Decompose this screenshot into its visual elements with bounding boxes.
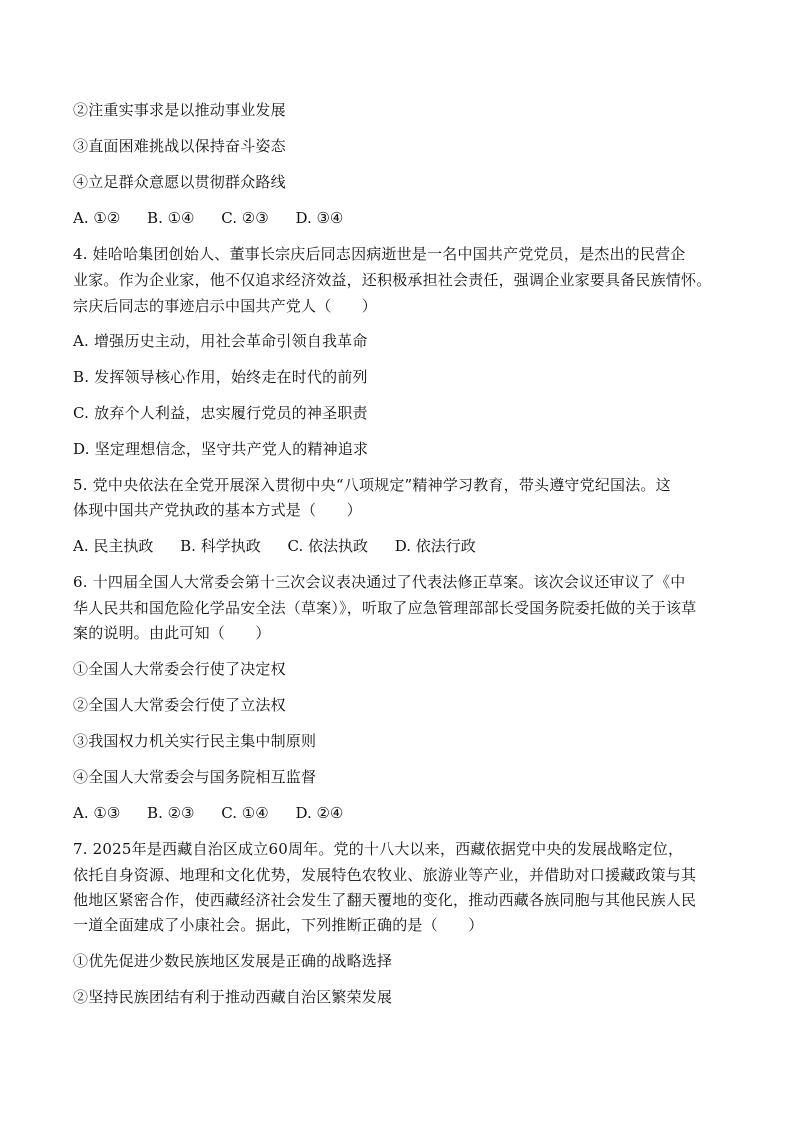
q6-option-d[interactable]: D. ②④: [295, 804, 344, 822]
q3-option-d[interactable]: D. ③④: [295, 209, 344, 227]
q6-option-a[interactable]: A. ①③: [73, 804, 121, 822]
q4-stem-line-2: 业家。作为企业家，他不仅追求经济效益，还积极承担社会责任，强调企业家要具备民族情怀。: [73, 271, 712, 289]
q6-statement-4: ④全国人大常委会与国务院相互监督: [73, 768, 317, 786]
q7-statement-2: ②坚持民族团结有利于推动西藏自治区繁荣发展: [73, 988, 393, 1006]
q4-option-a[interactable]: A. 增强历史主动，用社会革命引领自我革命: [73, 332, 368, 350]
q4-option-c[interactable]: C. 放弃个人利益，忠实履行党员的神圣职责: [73, 404, 368, 422]
q5-option-d[interactable]: D. 依法行政: [394, 537, 476, 555]
q5-option-c[interactable]: C. 依法执政: [287, 537, 368, 555]
q6-statement-1: ①全国人大常委会行使了决定权: [73, 660, 286, 678]
q3-options: [73, 208, 365, 228]
q4-option-b[interactable]: B. 发挥领导核心作用，始终走在时代的前列: [73, 368, 368, 386]
q6-statement-3: ③我国权力机关实行民主集中制原则: [73, 732, 317, 750]
q6-statement-2: ②全国人大常委会行使了立法权: [73, 696, 286, 714]
q3-option-b[interactable]: B. ①④: [147, 209, 195, 227]
q6-option-b[interactable]: B. ②③: [147, 804, 195, 822]
q3-statement-4: ④立足群众意愿以贯彻群众路线: [73, 173, 286, 191]
q4-option-d[interactable]: D. 坚定理想信念，坚守共产党人的精神追求: [73, 440, 369, 458]
q4-stem-line-1: 4. 娃哈哈集团创始人、董事长宗庆后同志因病逝世是一名中国共产党党员，是杰出的民营企: [73, 245, 686, 263]
q3-option-c[interactable]: C. ②③: [221, 209, 269, 227]
q4-stem-line-3: 宗庆后同志的事迹启示中国共产党人（ ）: [73, 297, 378, 315]
q3-option-a[interactable]: A. ①②: [73, 209, 121, 227]
q6-stem-line-1: 6. 十四届全国人大常委会第十三次会议表决通过了代表法修正草案。该次会议还审议了《中: [73, 573, 686, 591]
q7-stem-line-3: 他地区紧密合作，使西藏经济社会发生了翻天覆地的变化，推动西藏各族同胞与其他民族人民: [73, 891, 697, 909]
q7-statement-1: ①优先促进少数民族地区发展是正确的战略选择: [73, 952, 393, 970]
q5-option-a[interactable]: A. 民主执政: [73, 537, 154, 555]
q6-stem-line-2: 华人民共和国危险化学品安全法（草案）》，听取了应急管理部部长受国务院委托做的关于该草: [73, 599, 697, 617]
q5-options: [73, 536, 498, 556]
q7-stem-line-2: 依托自身资源、地理和文化优势，发展特色农牧业、旅游业等产业，并借助对口援藏政策与其: [73, 866, 697, 884]
q6-options: [73, 803, 365, 823]
q3-statement-3: ③直面困难挑战以保持奋斗姿态: [73, 137, 286, 155]
q5-option-b[interactable]: B. 科学执政: [180, 537, 261, 555]
q5-stem-line-2: 体现中国共产党执政的基本方式是（ ）: [73, 501, 362, 519]
q3-statement-2: ②注重实事求是以推动事业发展: [73, 101, 286, 119]
q6-option-c[interactable]: C. ①④: [221, 804, 269, 822]
q6-stem-line-3: 案的说明。由此可知（ ）: [73, 624, 271, 642]
q7-stem-line-1: 7. 2025年是西藏自治区成立60周年。党的十八大以来，西藏依据党中央的发展战略定位，: [73, 840, 684, 858]
q7-stem-line-4: 一道全面建成了小康社会。据此，下列推断正确的是（ ）: [73, 916, 484, 934]
q5-stem-line-1: 5. 党中央依法在全党开展深入贯彻中央“八项规定”精神学习教育，带头遵守党纪国法。这: [73, 476, 671, 494]
